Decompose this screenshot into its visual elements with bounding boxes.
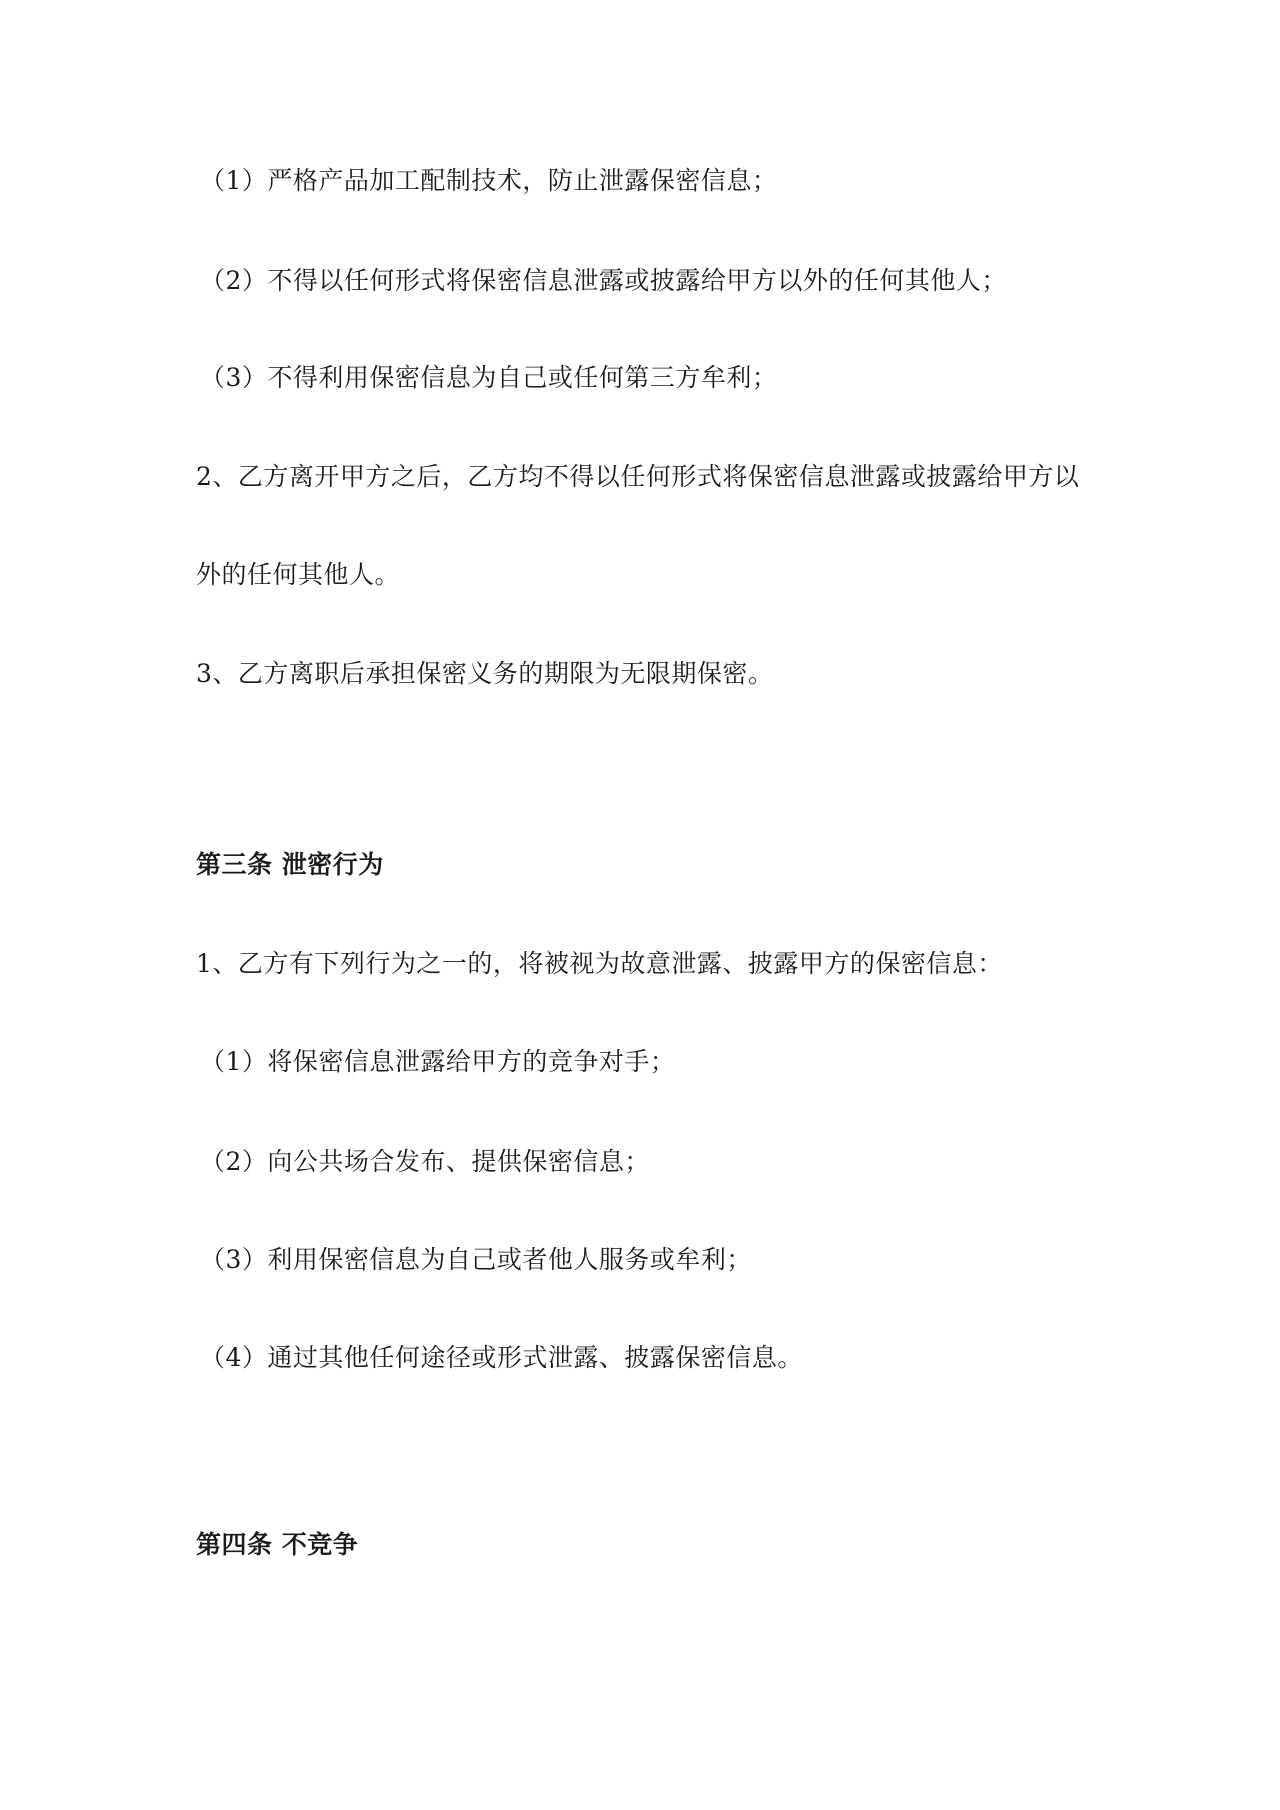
clause-item-2: （2）不得以任何形式将保密信息泄露或披露给甲方以外的任何其他人； xyxy=(200,266,1007,295)
clause-item-1: （1）严格产品加工配制技术，防止泄露保密信息； xyxy=(200,166,778,195)
clause-item-3: （3）不得利用保密信息为自己或任何第三方牟利； xyxy=(200,363,778,392)
section-heading-article-3: 第三条 泄密行为 xyxy=(196,850,384,879)
article-3-paragraph-1: 1、乙方有下列行为之一的，将被视为故意泄露、披露甲方的保密信息： xyxy=(196,949,1003,978)
article-3-item-4: （4）通过其他任何途径或形式泄露、披露保密信息。 xyxy=(200,1343,803,1372)
paragraph-3: 3、乙方离职后承担保密义务的期限为无限期保密。 xyxy=(196,659,774,688)
article-3-item-1: （1）将保密信息泄露给甲方的竞争对手； xyxy=(200,1047,676,1076)
paragraph-2-line-2: 外的任何其他人。 xyxy=(196,560,401,589)
paragraph-2-line-1: 2、乙方离开甲方之后，乙方均不得以任何形式将保密信息泄露或披露给甲方以 xyxy=(196,462,1080,491)
article-3-item-2: （2）向公共场合发布、提供保密信息； xyxy=(200,1147,650,1176)
section-heading-article-4: 第四条 不竞争 xyxy=(196,1530,359,1559)
article-3-item-3: （3）利用保密信息为自己或者他人服务或牟利； xyxy=(200,1245,752,1274)
